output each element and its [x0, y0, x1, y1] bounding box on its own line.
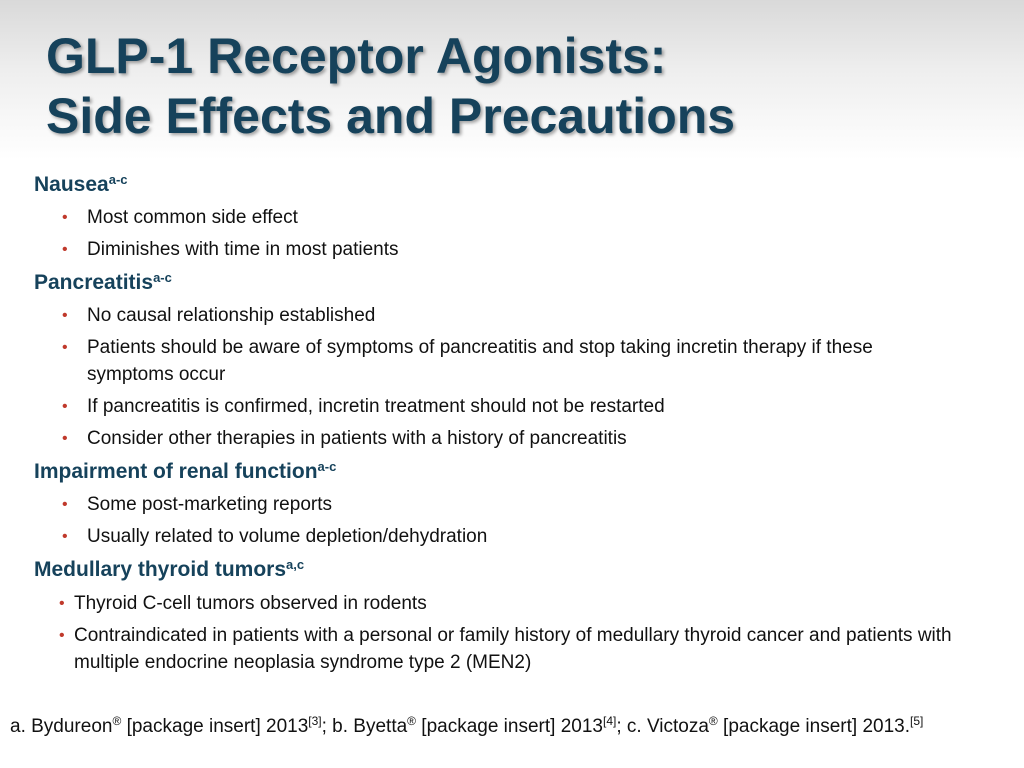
bullet-item — [62, 302, 962, 329]
section-heading-pancreatitis — [34, 270, 172, 296]
bullet-text: Diminishes with time in most patients — [87, 239, 399, 260]
bullet-dot: • — [62, 209, 68, 226]
bullet-text: Some post-marketing reports — [87, 494, 332, 515]
heading-superscript: a-c — [317, 459, 337, 474]
section-heading-renal-function — [34, 459, 336, 485]
bullet-item — [62, 523, 962, 550]
bullet-dot: • — [62, 339, 68, 356]
footnote-references — [10, 714, 1010, 740]
bullet-text: Most common side effect — [87, 207, 298, 228]
footnote-a: a. Bydureon — [10, 716, 113, 737]
section-heading-medullary-thyroid — [34, 557, 304, 583]
bullet-dot: • — [62, 528, 68, 545]
bullet-dot: • — [59, 627, 65, 644]
heading-superscript: a,c — [286, 557, 305, 572]
bullet-text: Thyroid C-cell tumors observed in rodents — [74, 593, 427, 614]
reference-4: [4] — [602, 714, 617, 728]
title-line-1: GLP-1 Receptor Agonists: — [46, 28, 667, 84]
bullet-text: No causal relationship established — [87, 305, 376, 326]
reference-3: [3] — [308, 714, 322, 728]
heading-superscript: a-c — [153, 270, 172, 285]
bullet-dot: • — [62, 398, 68, 415]
bullet-dot: • — [62, 241, 68, 258]
heading-superscript: a-c — [108, 172, 128, 187]
bullet-item — [62, 334, 962, 388]
bullet-item — [62, 204, 962, 231]
bullet-text: If pancreatitis is confirmed, incretin treatment should not be restarted — [87, 396, 665, 417]
bullet-dot: • — [62, 307, 68, 324]
bullet-item — [62, 491, 962, 518]
registered-mark: ® — [407, 714, 417, 728]
footnote-c: ; c. Victoza — [616, 716, 709, 737]
registered-mark: ® — [112, 714, 122, 728]
heading-text: Nausea — [34, 173, 109, 196]
bullet-item — [59, 622, 959, 676]
bullet-text: Usually related to volume depletion/dehydration — [87, 526, 488, 547]
bullet-text: Patients should be aware of symptoms of pancreatitis and stop taking incretin therapy if these symptoms occur — [87, 337, 873, 385]
footnote-c-rest: [package insert] 2013. — [717, 716, 911, 737]
heading-text: Pancreatitis — [34, 271, 154, 294]
reference-5: [5] — [910, 714, 924, 728]
bullet-text: Consider other therapies in patients with a history of pancreatitis — [87, 428, 627, 449]
title-line-2: Side Effects and Precautions — [46, 88, 736, 144]
heading-text: Medullary thyroid tumors — [34, 558, 287, 581]
bullet-text: Contraindicated in patients with a personal or family history of medullary thyroid cancer and patients with multiple endocrine neoplasia syndrome type 2 (MEN2) — [74, 625, 952, 673]
bullet-dot: • — [59, 595, 65, 612]
registered-mark: ® — [708, 714, 718, 728]
bullet-item — [62, 393, 962, 420]
section-heading-nausea — [34, 172, 128, 198]
footnote-a-rest: [package insert] 2013 — [121, 716, 309, 737]
bullet-item — [62, 236, 962, 263]
footnote-b-rest: [package insert] 2013 — [416, 716, 603, 737]
bullet-item — [59, 590, 959, 617]
bullet-dot: • — [62, 430, 68, 447]
heading-text: Impairment of renal function — [34, 460, 318, 483]
bullet-dot: • — [62, 496, 68, 513]
footnote-b: ; b. Byetta — [321, 716, 408, 737]
bullet-item — [62, 425, 962, 452]
